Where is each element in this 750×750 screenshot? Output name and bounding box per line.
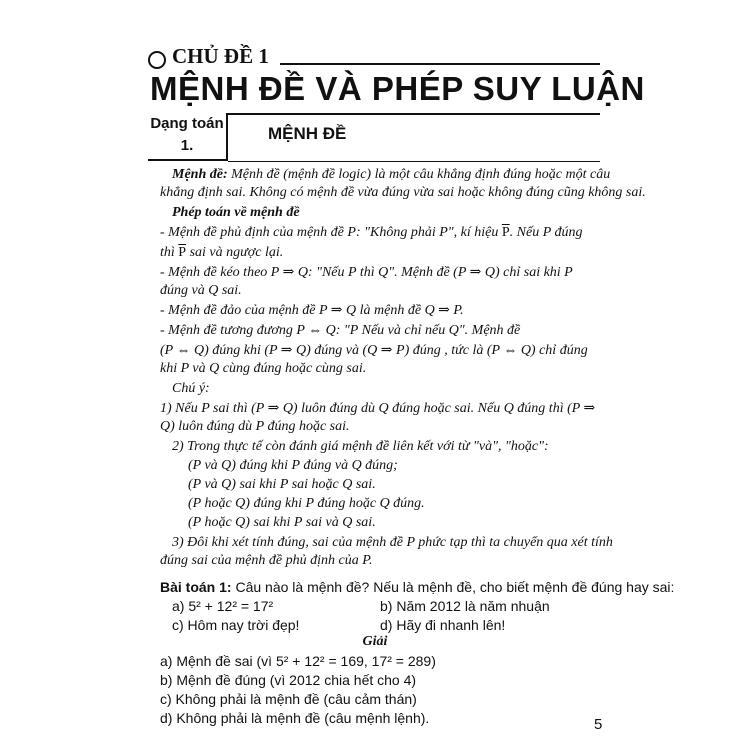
theory-line: khẳng định sai. Không có mệnh đề vừa đúng vừa sai hoặc không đúng cũng không sai. — [160, 185, 646, 200]
problem-type-number: 1. — [180, 137, 194, 154]
exercise-question — [160, 578, 674, 596]
chapter-title: MỆNH ĐỀ VÀ PHÉP SUY LUẬN — [150, 70, 645, 107]
note-line: (P hoặc Q) sai khi P sai và Q sai. — [188, 515, 376, 530]
theory-line: - Mệnh đề đảo của mệnh đề P ⇒ Q là mệnh đề Q ⇒ P. — [160, 303, 464, 318]
note-heading: Chú ý: — [172, 381, 210, 396]
negation-symbol: $\overline{P}$ — [501, 225, 510, 240]
theory-text: thì — [160, 245, 179, 260]
exercise-option: a) 5² + 12² = 17² — [172, 598, 274, 614]
theory-text: - Mệnh đề phủ định của mệnh đề P: "Không phải P", kí hiệu — [160, 225, 502, 240]
theory-line: - Mệnh đề kéo theo P ⇒ Q: "Nếu P thì Q". Mệnh đề (P ⇒ Q) chỉ sai khi P — [160, 265, 573, 280]
theory-line — [160, 224, 583, 242]
note-line: 1) Nếu P sai thì (P ⇒ Q) luôn đúng dù Q đúng hoặc sai. Nếu Q đúng thì (P ⇒ — [160, 401, 596, 416]
topic-bullet-icon — [148, 51, 166, 69]
problem-type-label: Dạng toán — [150, 115, 224, 132]
operations-heading: Phép toán về mệnh đề — [172, 205, 300, 220]
note-line: 3) Đôi khi xét tính đúng, sai của mệnh đề P phức tạp thì ta chuyển qua xét tính — [172, 535, 613, 550]
topic-divider — [280, 63, 600, 65]
exercise-question-text: Câu nào là mệnh đề? Nếu là mệnh đề, cho biết mệnh đề đúng hay sai: — [231, 579, 675, 595]
note-line: 2) Trong thực tế còn đánh giá mệnh đề liên kết với từ "và", "hoặc": — [172, 439, 549, 454]
theory-line: - Mệnh đề tương đương P ⇔ Q: "P Nếu và chỉ nếu Q". Mệnh đề — [160, 323, 521, 338]
solution-heading: Giải — [362, 634, 388, 649]
exercise-option: d) Hãy đi nhanh lên! — [380, 617, 506, 633]
theory-line: khi P và Q cùng đúng hoặc cùng sai. — [160, 361, 367, 376]
definition-text: Mệnh đề (mệnh đề logic) là một câu khẳng định đúng hoặc một câu — [227, 167, 611, 182]
exercise-option: b) Năm 2012 là năm nhuận — [380, 598, 550, 614]
negation-symbol: $\overline{P}$ — [178, 245, 187, 260]
definition-term: Mệnh đề: — [172, 167, 228, 182]
note-line: Q) luôn đúng dù P đúng hoặc sai. — [160, 419, 350, 434]
exercise-label: Bài toán 1: — [160, 579, 232, 595]
theory-text: . Nếu P đúng — [509, 225, 583, 240]
note-line: đúng sai của mệnh đề phủ định của P. — [160, 553, 373, 568]
answer-line: d) Không phải là mệnh đề (câu mệnh lệnh). — [160, 710, 430, 726]
note-line: (P hoặc Q) đúng khi P đúng hoặc Q đúng. — [188, 496, 425, 511]
answer-line: b) Mệnh đề đúng (vì 2012 chia hết cho 4) — [160, 672, 417, 688]
answer-line: c) Không phải là mệnh đề (câu cảm thán) — [160, 691, 417, 707]
topic-label: CHỦ ĐỀ 1 — [172, 44, 269, 68]
definition-line — [172, 166, 610, 184]
theory-text: sai và ngược lại. — [186, 245, 284, 260]
note-line: (P và Q) sai khi P sai hoặc Q sai. — [188, 477, 376, 492]
theory-line — [160, 244, 283, 262]
theory-line: (P ⇔ Q) đúng khi (P ⇒ Q) đúng và (Q ⇒ P) đúng , tức là (P ⇔ Q) chỉ đúng — [160, 343, 588, 358]
page-number: 5 — [594, 716, 603, 733]
answer-line: a) Mệnh đề sai (vì 5² + 12² = 169, 17² = 289) — [160, 653, 436, 669]
theory-line: đúng và Q sai. — [160, 283, 242, 298]
problem-type-label-box — [148, 113, 228, 161]
exercise-option: c) Hôm nay trời đẹp! — [172, 617, 300, 633]
note-line: (P và Q) đúng khi P đúng và Q đúng; — [188, 458, 398, 473]
problem-type-title: MỆNH ĐỀ — [268, 124, 347, 143]
